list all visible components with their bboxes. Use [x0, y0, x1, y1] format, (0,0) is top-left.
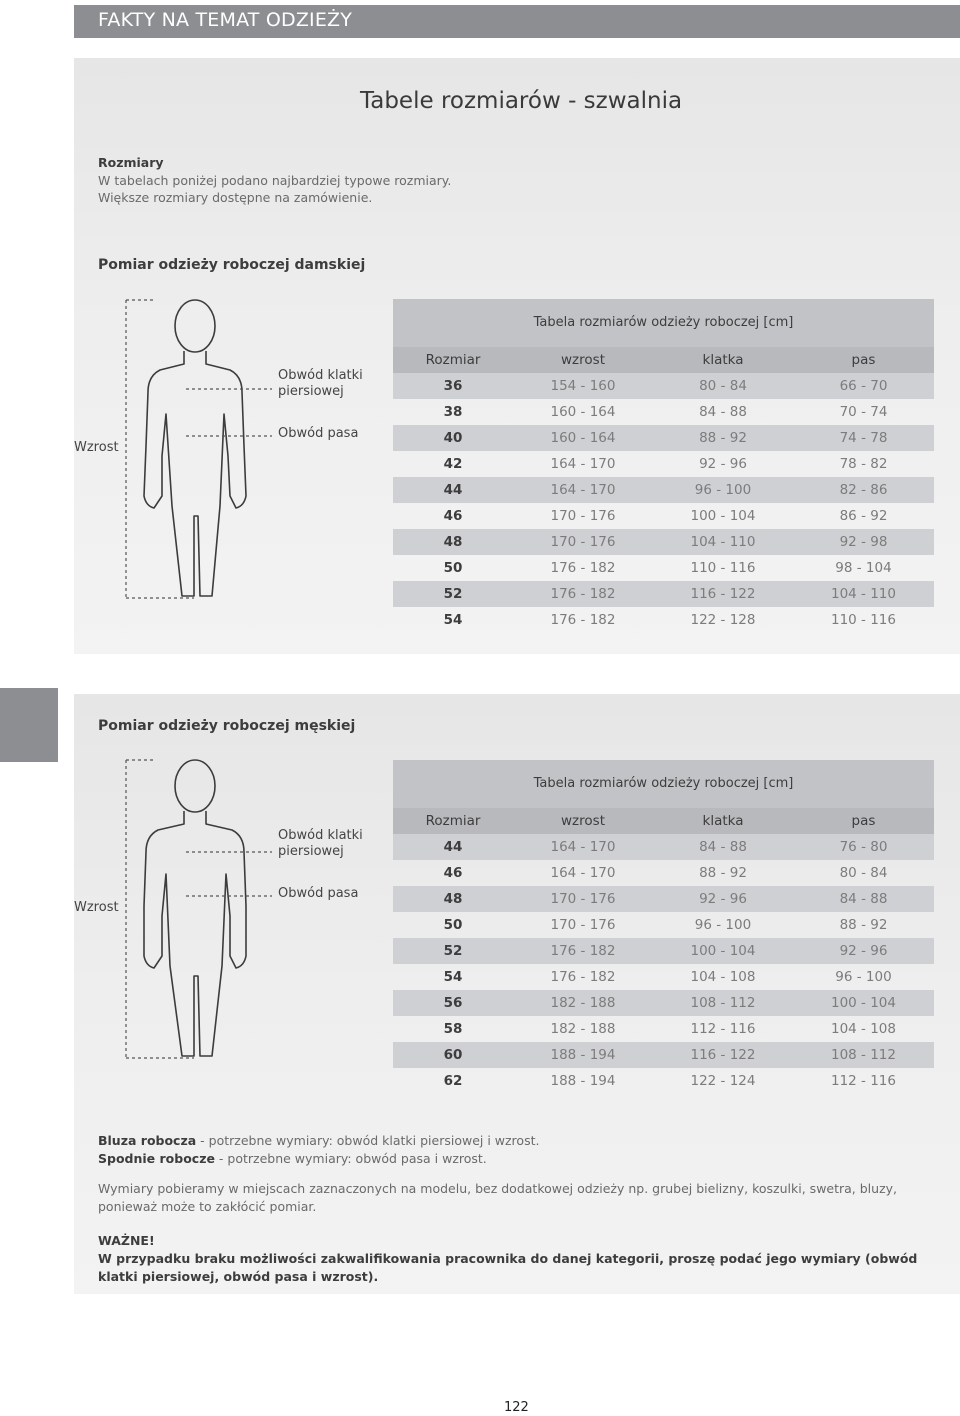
intro-line-2: Większe rozmiary dostępne na zamówienie. [98, 190, 373, 205]
cell-size: 44 [443, 839, 463, 855]
table-row [393, 451, 934, 477]
note-spodnie-label: Spodnie robocze [98, 1151, 215, 1166]
cell-chest: 80 - 84 [699, 378, 747, 394]
body-silhouette-icon [74, 296, 374, 606]
notes-block [98, 1132, 958, 1286]
cell-chest: 122 - 128 [690, 612, 756, 628]
cell-size: 54 [443, 612, 463, 628]
cell-size: 44 [443, 482, 463, 498]
cell-chest: 84 - 88 [699, 404, 747, 420]
page-number: 122 [504, 1400, 529, 1415]
cell-height: 164 - 170 [550, 456, 616, 472]
table-row [393, 581, 934, 607]
col-header-waist: pas [851, 813, 876, 829]
cell-height: 170 - 176 [550, 534, 616, 550]
body-silhouette-icon [74, 756, 374, 1066]
cell-waist: 98 - 104 [835, 560, 892, 576]
cell-height: 164 - 170 [550, 839, 616, 855]
chest-label-line-1: Obwód klatki [278, 368, 363, 383]
col-header-chest: klatka [702, 813, 744, 829]
table-header-row [393, 347, 934, 373]
men-body-figure [74, 756, 374, 1066]
col-header-waist: pas [851, 352, 876, 368]
cell-chest: 116 - 122 [690, 586, 756, 602]
men-table-body [393, 834, 934, 1094]
note-bluza-text: - potrzebne wymiary: obwód klatki piersiowej i wzrost. [196, 1133, 540, 1148]
women-table-body [393, 373, 934, 633]
cell-size: 62 [443, 1073, 463, 1089]
height-label: Wzrost [74, 900, 119, 915]
note-important-heading: WAŻNE! [98, 1233, 155, 1248]
cell-chest: 112 - 116 [690, 1021, 756, 1037]
cell-waist: 82 - 86 [839, 482, 888, 498]
cell-chest: 116 - 122 [690, 1047, 756, 1063]
cell-height: 176 - 182 [550, 560, 616, 576]
men-section-title: Pomiar odzieży roboczej męskiej [98, 718, 356, 734]
cell-size: 46 [443, 508, 463, 524]
chest-label [278, 828, 363, 860]
note-bluza-label: Bluza robocza [98, 1133, 197, 1148]
cell-chest: 122 - 124 [690, 1073, 756, 1089]
cell-chest: 110 - 116 [690, 560, 756, 576]
table-header-row [393, 808, 934, 834]
col-header-size: Rozmiar [425, 813, 481, 829]
cell-height: 160 - 164 [550, 404, 616, 420]
waist-label: Obwód pasa [278, 886, 359, 901]
cell-chest: 92 - 96 [699, 891, 747, 907]
cell-height: 176 - 182 [550, 969, 616, 985]
cell-waist: 76 - 80 [839, 839, 888, 855]
table-row [393, 938, 934, 964]
cell-waist: 104 - 108 [831, 1021, 896, 1037]
men-size-table [393, 760, 934, 1094]
cell-chest: 104 - 110 [690, 534, 756, 550]
cell-chest: 100 - 104 [690, 943, 756, 959]
cell-height: 170 - 176 [550, 891, 616, 907]
cell-waist: 110 - 116 [831, 612, 896, 628]
table-row [393, 886, 934, 912]
table-row [393, 834, 934, 860]
cell-chest: 88 - 92 [699, 865, 747, 881]
cell-chest: 92 - 96 [699, 456, 747, 472]
cell-waist: 86 - 92 [839, 508, 888, 524]
col-header-height: wzrost [561, 813, 605, 829]
cell-size: 48 [443, 891, 463, 907]
note-spodnie [98, 1150, 958, 1168]
women-panel [74, 58, 960, 654]
cell-waist: 70 - 74 [839, 404, 888, 420]
table-row [393, 503, 934, 529]
cell-size: 54 [443, 969, 463, 985]
cell-waist: 66 - 70 [839, 378, 888, 394]
cell-waist: 100 - 104 [831, 995, 896, 1011]
table-row [393, 607, 934, 633]
cell-height: 164 - 170 [550, 482, 616, 498]
page-header [74, 5, 960, 38]
note-bluza [98, 1132, 958, 1150]
intro-text [98, 154, 451, 207]
cell-height: 176 - 182 [550, 586, 616, 602]
note-important-text: W przypadku braku możliwości zakwalifikowania pracownika do danej kategorii, proszę podać jego wymiary (obwód klatki piersiowej, obwód pasa i wzrost). [98, 1251, 918, 1284]
cell-height: 182 - 188 [550, 995, 616, 1011]
table-row [393, 1068, 934, 1094]
chest-label-line-2: piersiowej [278, 844, 344, 859]
cell-waist: 74 - 78 [839, 430, 888, 446]
men-table-caption: Tabela rozmiarów odzieży roboczej [cm] [393, 760, 934, 808]
cell-waist: 112 - 116 [831, 1073, 896, 1089]
cell-height: 154 - 160 [550, 378, 616, 394]
cell-waist: 104 - 110 [831, 586, 896, 602]
cell-waist: 108 - 112 [831, 1047, 896, 1063]
note-spodnie-text: - potrzebne wymiary: obwód pasa i wzrost. [214, 1151, 487, 1166]
cell-chest: 96 - 100 [694, 482, 752, 498]
cell-chest: 88 - 92 [699, 430, 747, 446]
col-header-size: Rozmiar [425, 352, 481, 368]
cell-waist: 88 - 92 [839, 917, 888, 933]
women-section-title: Pomiar odzieży roboczej damskiej [98, 257, 366, 273]
chest-label-line-2: piersiowej [278, 384, 344, 399]
women-size-table [393, 299, 934, 633]
cell-size: 52 [443, 943, 463, 959]
table-row [393, 529, 934, 555]
side-tab [0, 688, 58, 762]
table-row [393, 1042, 934, 1068]
col-header-height: wzrost [561, 352, 605, 368]
table-row [393, 990, 934, 1016]
cell-chest: 84 - 88 [699, 839, 747, 855]
waist-label: Obwód pasa [278, 426, 359, 441]
cell-size: 56 [443, 995, 463, 1011]
cell-chest: 104 - 108 [690, 969, 756, 985]
col-header-chest: klatka [702, 352, 744, 368]
men-panel [74, 694, 960, 1294]
cell-waist: 80 - 84 [839, 865, 888, 881]
cell-size: 58 [443, 1021, 463, 1037]
table-row [393, 555, 934, 581]
cell-height: 170 - 176 [550, 917, 616, 933]
height-label: Wzrost [74, 440, 119, 455]
cell-height: 164 - 170 [550, 865, 616, 881]
cell-waist: 78 - 82 [839, 456, 888, 472]
women-body-figure [74, 296, 374, 606]
chest-label [278, 368, 363, 400]
intro-line-1: W tabelach poniżej podano najbardziej typowe rozmiary. [98, 172, 452, 188]
cell-waist: 96 - 100 [835, 969, 892, 985]
cell-height: 176 - 182 [550, 943, 616, 959]
cell-size: 38 [443, 404, 463, 420]
cell-height: 182 - 188 [550, 1021, 616, 1037]
cell-size: 46 [443, 865, 463, 881]
header-title: FAKTY NA TEMAT ODZIEŻY [98, 9, 353, 31]
cell-size: 40 [443, 430, 463, 446]
table-row [393, 1016, 934, 1042]
cell-size: 52 [443, 586, 463, 602]
table-row [393, 477, 934, 503]
cell-height: 176 - 182 [550, 612, 616, 628]
cell-size: 50 [443, 560, 463, 576]
cell-waist: 92 - 98 [839, 534, 888, 550]
cell-size: 60 [443, 1047, 463, 1063]
cell-size: 50 [443, 917, 463, 933]
cell-size: 42 [443, 456, 463, 472]
cell-size: 36 [443, 378, 463, 394]
cell-height: 170 - 176 [550, 508, 616, 524]
table-row [393, 912, 934, 938]
women-table-caption: Tabela rozmiarów odzieży roboczej [cm] [393, 299, 934, 347]
cell-chest: 96 - 100 [694, 917, 752, 933]
cell-chest: 108 - 112 [690, 995, 756, 1011]
chest-label-line-1: Obwód klatki [278, 828, 363, 843]
table-row [393, 425, 934, 451]
cell-height: 160 - 164 [550, 430, 616, 446]
table-row [393, 399, 934, 425]
cell-waist: 84 - 88 [839, 891, 888, 907]
cell-waist: 92 - 96 [839, 943, 888, 959]
note-measure: Wymiary pobieramy w miejscach zaznaczonych na modelu, bez dodatkowej odzieży np. grubej bielizny, koszulki, swetra, bluzy, ponieważ może to zakłócić pomiar. [98, 1181, 898, 1214]
cell-chest: 100 - 104 [690, 508, 756, 524]
page-title: Tabele rozmiarów - szwalnia [360, 88, 683, 114]
intro-heading: Rozmiary [98, 155, 164, 170]
table-row [393, 860, 934, 886]
table-row [393, 964, 934, 990]
table-row [393, 373, 934, 399]
cell-height: 188 - 194 [550, 1047, 616, 1063]
cell-height: 188 - 194 [550, 1073, 616, 1089]
cell-size: 48 [443, 534, 463, 550]
